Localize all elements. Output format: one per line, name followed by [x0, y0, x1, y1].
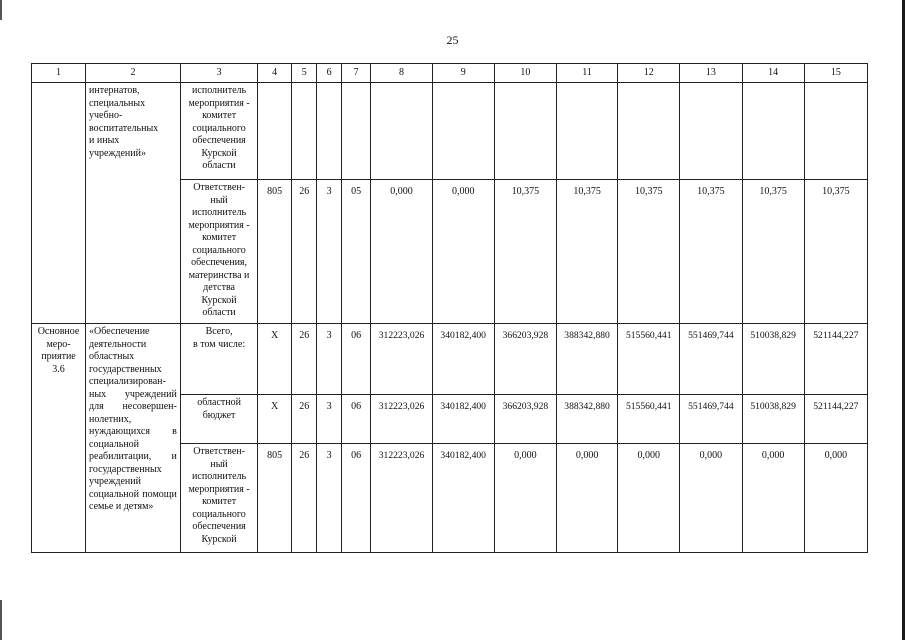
table-cell: 366203,928	[494, 395, 556, 444]
page-number: 25	[446, 33, 459, 47]
table-cell	[556, 83, 617, 180]
table-cell: 10,375	[618, 180, 680, 324]
table-cell: 10,375	[494, 180, 556, 324]
header-cell: 10	[494, 64, 556, 83]
table-cell: 10,375	[804, 180, 867, 324]
table-cell: 26	[291, 444, 316, 553]
table-cell: 0,000	[371, 180, 432, 324]
table-cell	[432, 83, 494, 180]
table-cell: Х	[258, 395, 292, 444]
table-row	[32, 83, 868, 180]
table-cell	[371, 83, 432, 180]
table-cell: 805	[258, 180, 292, 324]
table-cell: 10,375	[680, 180, 742, 324]
table-cell: 06	[341, 395, 371, 444]
header-cell: 6	[317, 64, 341, 83]
table-cell: 510038,829	[742, 395, 804, 444]
header-cell: 8	[371, 64, 432, 83]
header-cell: 3	[180, 64, 257, 83]
measure-cell	[32, 83, 86, 324]
table-cell	[742, 83, 804, 180]
executor-cell: областной бюджет	[180, 395, 257, 444]
table-cell: 312223,026	[371, 444, 432, 553]
table-cell	[494, 83, 556, 180]
header-row	[32, 64, 868, 83]
header-cell: 1	[32, 64, 86, 83]
table-cell: 510038,829	[742, 324, 804, 395]
table-cell	[291, 83, 316, 180]
executor-cell: исполнитель мероприятия - комитет социального обеспечения Курской области	[180, 83, 257, 180]
table-cell: 0,000	[680, 444, 742, 553]
table-cell: 0,000	[432, 180, 494, 324]
table-cell: Х	[258, 324, 292, 395]
table-cell: 312223,026	[371, 324, 432, 395]
table-cell: 26	[291, 395, 316, 444]
table-cell	[680, 83, 742, 180]
table-cell: 551469,744	[680, 324, 742, 395]
table-cell: 366203,928	[494, 324, 556, 395]
measure-name-cell: интернатов, специальных учебно- воспитательных и иных учреждений»	[86, 83, 181, 324]
measure-cell: Основное меро- приятие 3.6	[32, 324, 86, 553]
header-cell: 13	[680, 64, 742, 83]
budget-table	[31, 63, 868, 553]
header-cell: 15	[804, 64, 867, 83]
executor-cell: Ответствен- ный исполнитель мероприятия - комитет социального обеспечения, материнства и детства Курской области	[180, 180, 257, 324]
table-cell: 805	[258, 444, 292, 553]
header-cell: 4	[258, 64, 292, 83]
table-cell: 26	[291, 180, 316, 324]
table-cell	[618, 83, 680, 180]
table-cell: 0,000	[556, 444, 617, 553]
table-cell: 515560,441	[618, 324, 680, 395]
table-cell: 388342,880	[556, 395, 617, 444]
table-cell	[341, 83, 371, 180]
executor-cell: Всего, в том числе:	[180, 324, 257, 395]
executor-cell: Ответствен- ный исполнитель мероприятия - комитет социального обеспечения Курской	[180, 444, 257, 553]
table-cell	[804, 83, 867, 180]
table-cell	[258, 83, 292, 180]
table-cell: 3	[317, 180, 341, 324]
table-cell: 06	[341, 324, 371, 395]
table-cell: 06	[341, 444, 371, 553]
table-cell: 3	[317, 324, 341, 395]
table-cell: 26	[291, 324, 316, 395]
table-cell: 312223,026	[371, 395, 432, 444]
table-cell: 388342,880	[556, 324, 617, 395]
table-cell: 551469,744	[680, 395, 742, 444]
table-cell: 0,000	[742, 444, 804, 553]
table-cell: 515560,441	[618, 395, 680, 444]
table-cell: 0,000	[804, 444, 867, 553]
header-cell: 12	[618, 64, 680, 83]
table-cell: 0,000	[494, 444, 556, 553]
table-cell: 0,000	[618, 444, 680, 553]
header-cell: 2	[86, 64, 181, 83]
table-cell: 3	[317, 395, 341, 444]
header-cell: 14	[742, 64, 804, 83]
table-cell: 340182,400	[432, 444, 494, 553]
header-cell: 11	[556, 64, 617, 83]
table-cell: 340182,400	[432, 324, 494, 395]
measure-name-cell: «Обеспечение деятельности областных государственных специализирован-ных учреждений для несовершен-нолетних, нуждающихся в социальной реабилитации, и государственных учреждений социальной помощи семье и детям»	[86, 324, 181, 553]
table-cell: 521144,227	[804, 324, 867, 395]
scan-edge-left-bottom	[0, 600, 2, 640]
table-cell: 3	[317, 444, 341, 553]
table-cell	[317, 83, 341, 180]
header-cell: 5	[291, 64, 316, 83]
header-cell: 7	[341, 64, 371, 83]
table-cell: 05	[341, 180, 371, 324]
header-cell: 9	[432, 64, 494, 83]
table-cell: 340182,400	[432, 395, 494, 444]
scan-edge-left-top	[0, 0, 2, 20]
table-row	[32, 324, 868, 395]
table-cell: 521144,227	[804, 395, 867, 444]
table-cell: 10,375	[742, 180, 804, 324]
table-cell: 10,375	[556, 180, 617, 324]
